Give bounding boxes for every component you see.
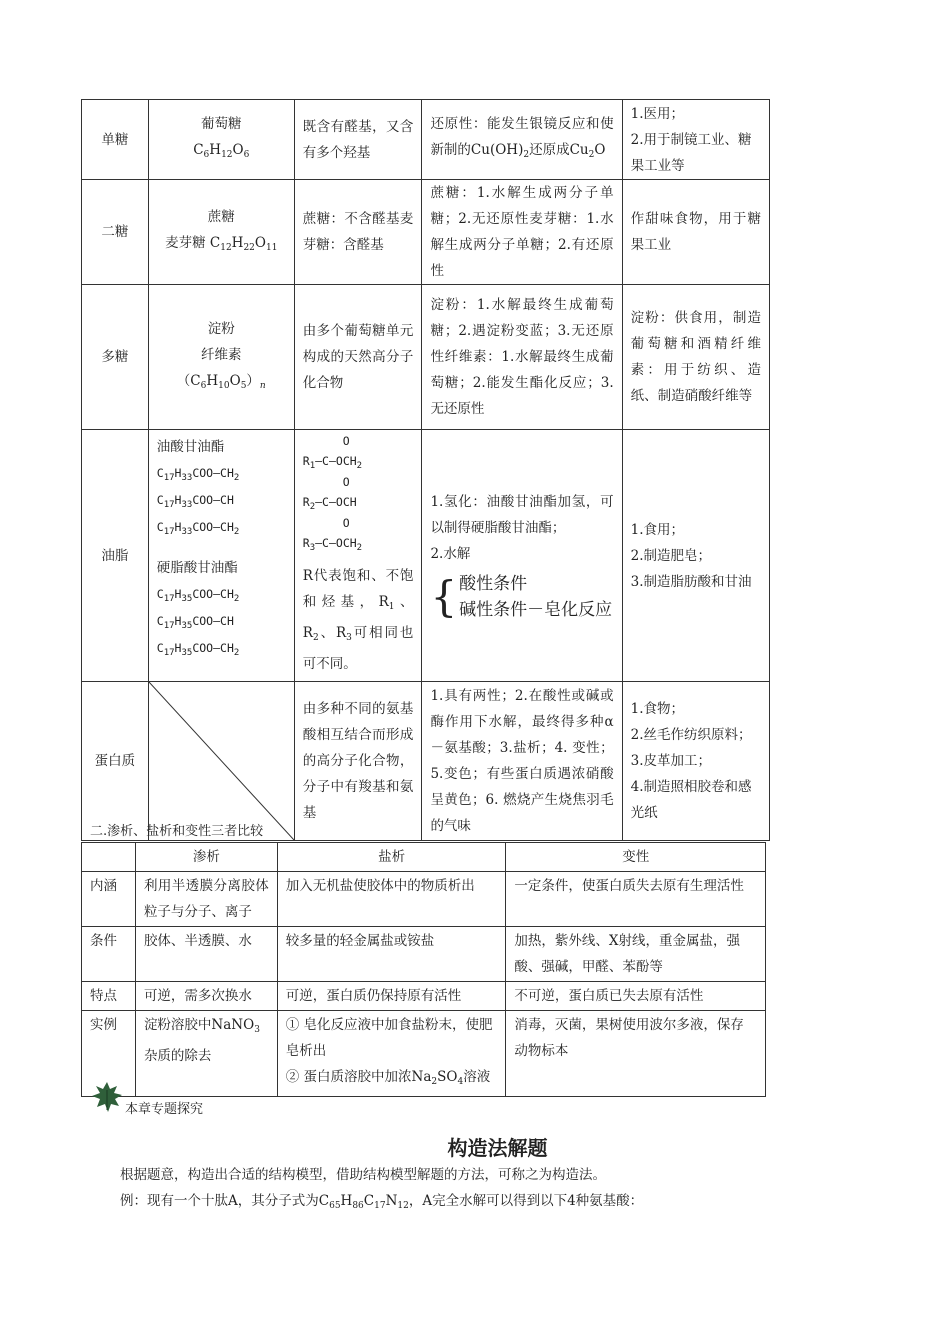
structure-cell [294, 430, 422, 682]
example-title: 油酸甘油酯 [156, 439, 225, 455]
uses-cell: 淀粉：供食用，制造葡萄糖和酒精纤维素：用于纺织、造纸、制造硝酸纤维等 [622, 285, 769, 430]
example-name: 淀粉 [207, 320, 235, 337]
structure-line: $C_{17}H_{33}COO—CH_2$ [156, 520, 240, 537]
use-item: 3.皮革加工； [630, 753, 712, 769]
sugar-lipid-protein-table [81, 99, 770, 841]
structure-line: $R_1—C—OCH_2$ [302, 454, 363, 471]
table-row [82, 430, 770, 682]
table-row [82, 180, 770, 285]
properties-cell: 1.具有两性；2.在酸性或碱或酶作用下水解，最终得多种α－氨基酸；3.盐析；4. 变性；5.变色；有些蛋白质遇浓硝酸呈黄色；6. 燃烧产生烧焦羽毛的气味 [422, 682, 622, 841]
use-item: 1.食物； [630, 701, 685, 717]
table-cell: 不可逆，蛋白质已失去原有活性 [506, 982, 766, 1011]
header-cell: 盐析 [277, 843, 506, 872]
table-cell: 加热，紫外线、X射线，重金属盐，强酸、强碱，甲醛、苯酚等 [506, 927, 766, 982]
structure-line: $R_2—C—OCH$ [302, 495, 357, 512]
use-item: 2.制造肥皂； [630, 547, 712, 564]
example-name: 纤维素 [201, 346, 242, 363]
header-cell: 变性 [506, 843, 766, 872]
example-paragraph: 例：现有一个十肽A，其分子式为$C_{65}H_{86}C_{17}N_{12}$，A完全水解可以得到以下4种氨基酸： [120, 1193, 644, 1211]
table-cell: 胶体、半透膜、水 [135, 927, 277, 982]
diagonal-line [149, 682, 294, 840]
uses-cell [622, 682, 769, 841]
chapter-label: 本章专题探究 [125, 1102, 204, 1117]
row-name: 油脂 [82, 430, 149, 682]
formula: $(C_6H_{10}O_5)_n$ [176, 372, 266, 391]
row-name: 多糖 [82, 285, 149, 430]
structure-line: $R_3—C—OCH_2$ [302, 536, 363, 553]
header-cell [82, 843, 136, 872]
formula: $C_6H_{12}O_6$ [193, 142, 250, 160]
structure-cell: 由多种不同的氨基酸相互结合而形成的高分子化合物，分子中有羧基和氨基 [294, 682, 422, 841]
structure-line: $C_{17}H_{35}COO—CH_2$ [156, 587, 240, 604]
row-label: 条件 [82, 927, 136, 982]
property-item: 1.氢化：油酸甘油酯加氢，可以制得硬脂酸甘油酯； [430, 493, 614, 536]
empty-diagonal-cell [148, 682, 294, 841]
section-title: 二.渗析、盐析和变性三者比较 [90, 824, 264, 839]
hydrolysis-conditions [459, 571, 612, 623]
table-row [82, 872, 766, 927]
intro-paragraph: 根据题意，构造出合适的结构模型，借助结构模型解题的方法，可称之为构造法。 [120, 1167, 606, 1183]
use-item: 1.食用； [630, 521, 685, 538]
base-condition: 碱性条件－皂化反应 [459, 599, 613, 620]
structure-line: $C_{17}H_{35}COO—CH$ [156, 614, 234, 631]
properties-cell: 淀粉：1.水解最终生成葡萄糖；2.遇淀粉变蓝；3.无还原性纤维素：1.水解最终生成葡萄糖；2.能发生酯化反应；3.无还原性 [422, 285, 622, 430]
table-cell: 消毒，灭菌，果树使用波尔多液，保存动物标本 [506, 1011, 766, 1097]
example-title: 硬脂酸甘油酯 [156, 560, 238, 576]
acid-condition: 酸性条件 [459, 573, 528, 594]
uses-cell: 作甜味食物，用于糖果工业 [622, 180, 769, 285]
properties-cell: 还原性：能发生银镜反应和使新制的$Cu(OH)_2$还原成$Cu_2O$ [422, 100, 622, 180]
table-row [82, 982, 766, 1011]
brace-glyph: { [430, 571, 458, 621]
structure-line: $C_{17}H_{35}COO—CH_2$ [156, 641, 240, 658]
row-name: 蛋白质 [82, 682, 149, 841]
table-header-row [82, 843, 766, 872]
use-item: 4.制造照相胶卷和感光纸 [630, 779, 752, 821]
table-cell: 淀粉溶胶中NaNO$_3$杂质的除去 [135, 1011, 277, 1097]
use-item: 1.医用； [630, 105, 685, 122]
oxygen-label: O [342, 475, 350, 489]
table-cell: 利用半透膜分离胶体粒子与分子、离子 [135, 872, 277, 927]
structure-cell: 既含有醛基，又含有多个羟基 [294, 100, 422, 180]
structure-note: R代表饱和、不饱和烃基，$R_1$、$R_2$、$R_3$可相同也可不同。 [302, 568, 414, 672]
table-cell: 加入无机盐使胶体中的物质析出 [277, 872, 506, 927]
structure-line: $C_{17}H_{33}COO—CH$ [156, 493, 234, 510]
table-cell [277, 1011, 506, 1097]
row-label: 内涵 [82, 872, 136, 927]
row-label: 特点 [82, 982, 136, 1011]
row-name: 二糖 [82, 180, 149, 285]
table-cell: 可逆，需多次换水 [135, 982, 277, 1011]
oxygen-label: O [342, 516, 350, 530]
header-cell: 渗析 [135, 843, 277, 872]
use-item: 3.制造脂肪酸和甘油 [630, 573, 752, 590]
uses-cell [622, 430, 769, 682]
table-row [82, 682, 770, 841]
oxygen-label: O [342, 434, 350, 448]
page-heading: 构造法解题 [447, 1136, 548, 1160]
leaf-icon [90, 1080, 124, 1118]
formula: 麦芽糖 $C_{12}H_{22}O_{11}$ [165, 234, 278, 253]
example-item: ② 蛋白质溶胶中加浓$Na_2SO_4$溶液 [285, 1069, 491, 1087]
table-row [82, 100, 770, 180]
table-row [82, 1011, 766, 1097]
table-row [82, 927, 766, 982]
example-cell [148, 100, 294, 180]
structure-line: $C_{17}H_{33}COO—CH_2$ [156, 466, 240, 483]
structure-cell: 由多个葡萄糖单元构成的天然高分子化合物 [294, 285, 422, 430]
example-cell [148, 180, 294, 285]
hydrolysis-brace [430, 571, 613, 623]
table-cell: 可逆，蛋白质仍保持原有活性 [277, 982, 506, 1011]
row-label: 实例 [82, 1011, 136, 1097]
table-row [82, 285, 770, 430]
properties-cell: 蔗糖：1.水解生成两分子单糖；2.无还原性麦芽糖：1.水解生成两分子单糖；2.有还原性 [422, 180, 622, 285]
example-item: ① 皂化反应液中加食盐粉末，使肥皂析出 [285, 1017, 493, 1059]
example-name: 葡萄糖 [201, 116, 242, 132]
use-item: 2.丝毛作纺织原料； [630, 727, 752, 743]
example-cell [148, 285, 294, 430]
table-cell: 较多量的轻金属盐或铵盐 [277, 927, 506, 982]
example-name: 蔗糖 [207, 208, 235, 225]
example-cell [148, 430, 294, 682]
properties-cell [422, 430, 622, 682]
row-name: 单糖 [82, 100, 149, 180]
use-item: 2.用于制镜工业、糖果工业等 [630, 131, 752, 174]
table-cell: 一定条件，使蛋白质失去原有生理活性 [506, 872, 766, 927]
structure-cell: 蔗糖：不含醛基麦芽糖：含醛基 [294, 180, 422, 285]
comparison-table [81, 842, 766, 1097]
property-item: 2.水解 [430, 545, 471, 562]
uses-cell [622, 100, 769, 180]
